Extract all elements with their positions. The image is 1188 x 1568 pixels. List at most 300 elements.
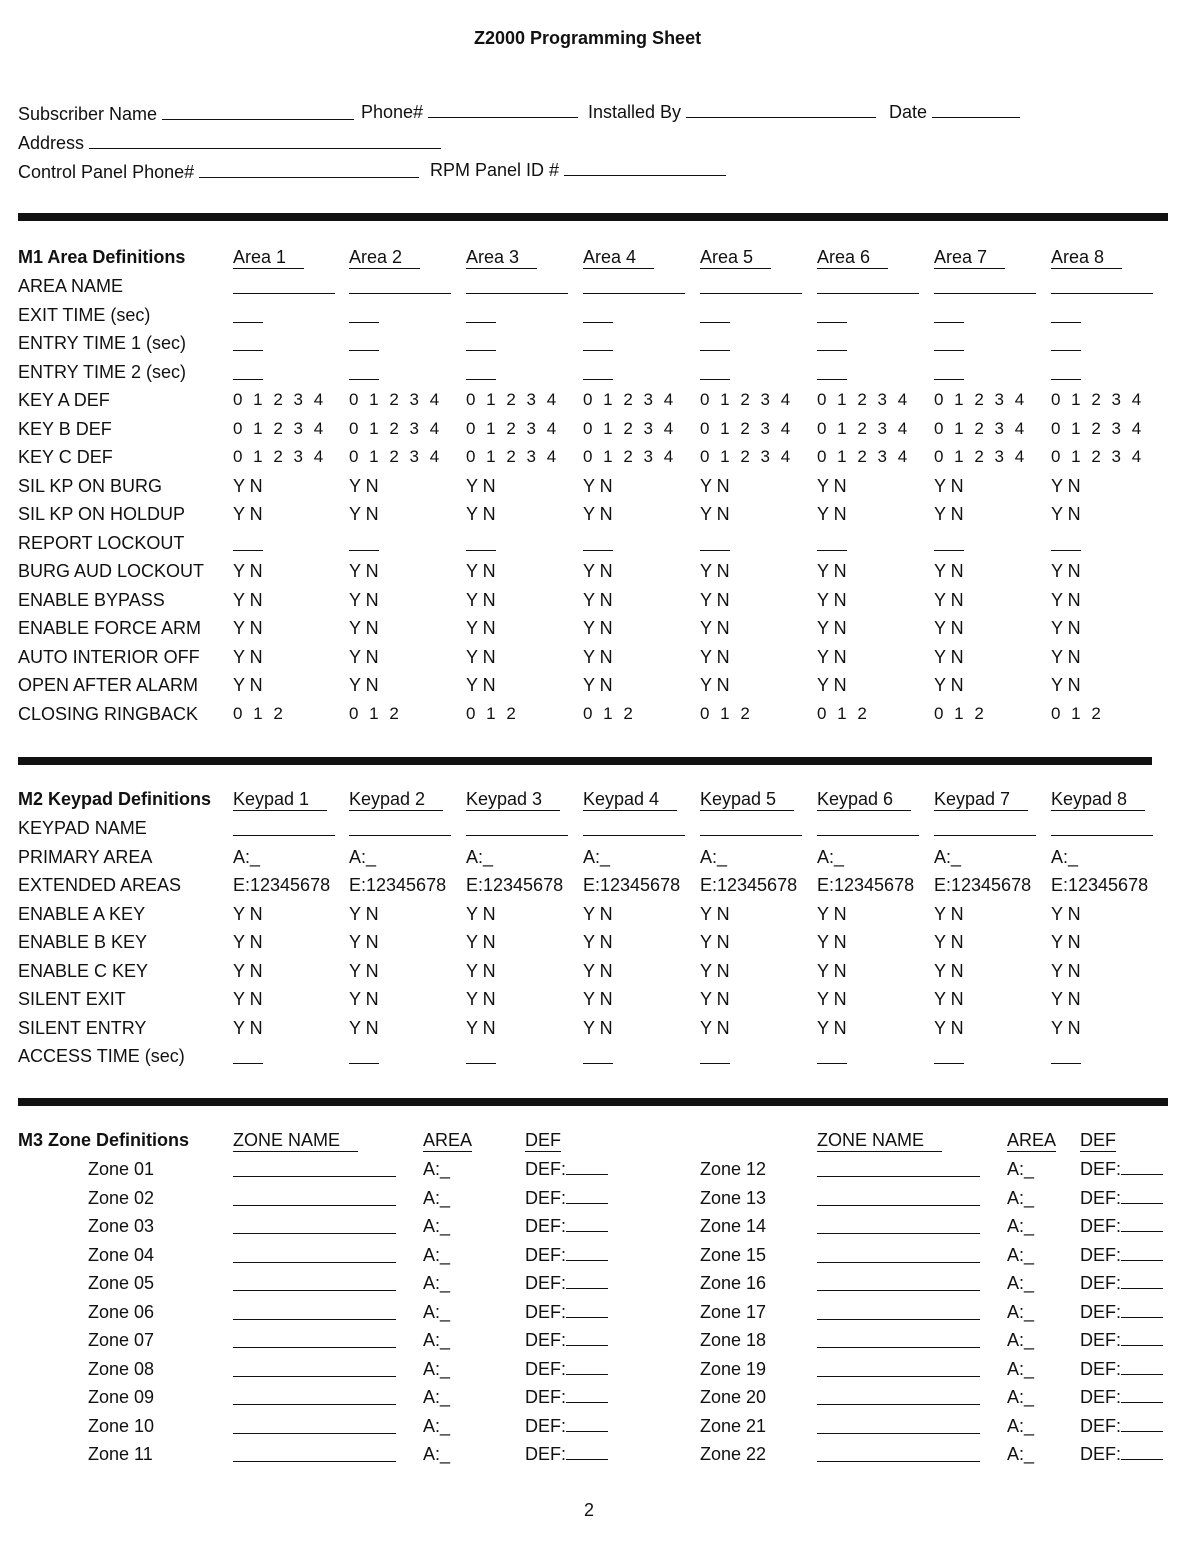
m1-blank-line[interactable] [233,279,335,299]
zone-name-input[interactable] [817,1162,980,1182]
m2-option-cell[interactable]: Y N [1051,932,1081,952]
m2-option-cell[interactable]: Y N [817,960,847,981]
m1-option-cell[interactable]: 0 1 2 3 4 [934,390,1028,409]
m2-option-cell[interactable]: A:_ [349,846,377,867]
zone-def-blank[interactable] [1121,1189,1163,1204]
m1-option-cell[interactable]: Y N [583,675,613,695]
m2-option-cell[interactable]: Y N [583,932,613,952]
zone-def-cell[interactable] [525,1272,608,1294]
m2-option-cell[interactable]: Y N [349,960,379,981]
m1-blank-short[interactable] [583,336,613,356]
m2-option-cell[interactable]: Y N [700,903,730,924]
m1-option-cell[interactable]: Y N [583,561,613,581]
m1-option-cell[interactable]: Y N [700,589,730,610]
m1-option-cell[interactable]: Y N [700,561,730,581]
m2-option-cell[interactable]: E:12345678 [1051,875,1149,895]
m2-option-cell[interactable]: Y N [233,960,263,981]
zone-area-cell[interactable]: A:_ [1007,1358,1035,1379]
m1-option-cell[interactable]: 0 1 2 [233,703,286,723]
m1-option-cell[interactable]: Y N [466,561,496,581]
m1-option-cell[interactable]: Y N [1051,561,1081,581]
zone-def-blank[interactable] [566,1360,608,1375]
zone-name-input[interactable] [233,1447,396,1467]
phone-field[interactable] [361,101,578,123]
zone-area-cell[interactable]: A:_ [1007,1159,1035,1179]
m1-option-cell[interactable]: Y N [466,589,496,610]
m1-blank-short[interactable] [583,365,613,385]
m1-option-cell[interactable]: Y N [466,646,496,667]
m2-option-cell[interactable]: Y N [466,903,496,924]
m1-blank-short[interactable] [583,536,613,556]
m1-blank-short[interactable] [233,365,263,385]
installed-by-field[interactable] [588,101,876,123]
m1-blank-short[interactable] [466,365,496,385]
m2-blank-line[interactable] [700,821,802,841]
m1-option-cell[interactable]: Y N [700,504,730,524]
m2-blank-short[interactable] [349,1049,379,1069]
m1-option-cell[interactable]: Y N [583,504,613,524]
zone-area-cell[interactable]: A:_ [1007,1216,1035,1236]
m1-option-cell[interactable]: 0 1 2 3 4 [466,418,560,438]
zone-name-input[interactable] [233,1419,396,1439]
m1-blank-line[interactable] [817,279,919,299]
m1-blank-line[interactable] [1051,279,1153,299]
zone-def-blank[interactable] [1121,1246,1163,1261]
m1-option-cell[interactable]: Y N [1051,475,1081,496]
m1-blank-line[interactable] [466,279,568,299]
m1-blank-line[interactable] [349,279,451,299]
zone-name-input[interactable] [233,1191,396,1211]
m1-option-cell[interactable]: 0 1 2 3 4 [349,390,443,409]
m2-option-cell[interactable]: Y N [466,960,496,981]
m2-option-cell[interactable]: Y N [466,1017,496,1038]
zone-def-cell[interactable] [1080,1415,1163,1437]
m2-option-cell[interactable]: Y N [817,932,847,952]
m1-option-cell[interactable]: Y N [934,646,964,667]
m1-blank-short[interactable] [233,336,263,356]
m1-row-label: SIL KP ON BURG [18,475,163,496]
zone-def-cell[interactable] [1080,1358,1163,1380]
zone-name-input[interactable] [817,1219,980,1239]
m2-option-cell[interactable]: E:12345678 [700,875,798,895]
m2-option-cell[interactable]: Y N [233,989,263,1009]
m2-option-cell[interactable]: Y N [934,932,964,952]
m1-option-cell[interactable]: Y N [1051,646,1081,667]
zone-def-cell[interactable] [1080,1301,1163,1323]
m1-option-cell[interactable]: Y N [817,504,847,524]
m1-blank-short[interactable] [934,308,964,328]
m1-blank-short[interactable] [349,365,379,385]
m2-option-cell[interactable]: Y N [1051,989,1081,1009]
m2-option-cell[interactable]: A:_ [817,846,845,867]
zone-area-cell[interactable]: A:_ [423,1444,451,1464]
m2-option-cell[interactable]: Y N [1051,1017,1081,1038]
zone-def-blank[interactable] [1121,1331,1163,1346]
m1-blank-short[interactable] [700,308,730,328]
m2-option-cell[interactable]: E:12345678 [934,875,1032,895]
m1-option-cell[interactable]: 0 1 2 3 4 [700,447,794,466]
zone-def-label: DEF: [1080,1387,1122,1407]
zone-area-cell[interactable]: A:_ [1007,1273,1035,1293]
m1-option-cell[interactable]: Y N [934,561,964,581]
m1-row-label: KEY C DEF [18,447,113,467]
m2-option-cell[interactable]: Y N [466,932,496,952]
m1-option-cell[interactable]: Y N [700,618,730,638]
m1-option-cell[interactable]: Y N [934,504,964,524]
m2-option-cell[interactable]: A:_ [700,846,728,867]
zone-def-cell[interactable] [1080,1215,1163,1237]
zone-def-blank[interactable] [566,1246,608,1261]
m1-blank-short[interactable] [466,336,496,356]
m1-option-cell[interactable]: Y N [233,618,263,638]
zone-name-input[interactable] [233,1333,396,1353]
m2-option-cell[interactable]: Y N [349,903,379,924]
m1-option-cell[interactable]: Y N [934,675,964,695]
zone-area-cell[interactable]: A:_ [423,1387,451,1407]
zone-name-input[interactable] [817,1191,980,1211]
m2-option-cell[interactable]: Y N [934,989,964,1009]
m1-option-cell[interactable]: Y N [934,618,964,638]
zone-area-cell[interactable]: A:_ [1007,1415,1035,1436]
m1-option-cell[interactable]: 0 1 2 3 4 [466,447,560,466]
m1-option-cell[interactable]: Y N [817,618,847,638]
m1-option-cell[interactable]: Y N [700,675,730,695]
m1-option-cell[interactable]: 0 1 2 3 4 [934,447,1028,466]
m1-blank-short[interactable] [934,336,964,356]
rpm-panel-id-field[interactable] [430,159,726,181]
zone-def-blank[interactable] [1121,1360,1163,1375]
m1-option-cell[interactable]: 0 1 2 3 4 [466,390,560,409]
zone-def-blank[interactable] [566,1417,608,1432]
m1-blank-line[interactable] [700,279,802,299]
m1-option-cell[interactable]: Y N [233,646,263,667]
m1-blank-short[interactable] [817,308,847,328]
m1-option-cell[interactable]: Y N [1051,675,1081,695]
m2-blank-line[interactable] [1051,821,1153,841]
m1-option-cell[interactable]: 0 1 2 3 4 [1051,418,1145,438]
zone-name-input[interactable] [817,1305,980,1325]
m2-option-cell[interactable]: Y N [817,989,847,1009]
m2-option-cell[interactable]: A:_ [583,846,611,867]
m2-option-cell[interactable]: Y N [817,1017,847,1038]
m2-option-cell[interactable]: Y N [466,989,496,1009]
m1-blank-short[interactable] [700,536,730,556]
zone-def-blank[interactable] [1121,1303,1163,1318]
m1-option-cell[interactable]: Y N [700,646,730,667]
m1-option-cell[interactable]: Y N [466,475,496,496]
zone-def-cell[interactable] [1080,1187,1163,1209]
m2-blank-line[interactable] [583,821,685,841]
zone-area-cell[interactable]: A:_ [423,1330,451,1350]
m2-option-cell[interactable]: E:12345678 [233,875,331,895]
m1-blank-short[interactable] [466,536,496,556]
m2-option-cell[interactable]: Y N [934,1017,964,1038]
m1-option-cell[interactable]: 0 1 2 3 4 [700,418,794,438]
zone-def-cell[interactable] [525,1443,608,1465]
m1-option-cell[interactable]: 0 1 2 [817,703,870,723]
zone-area-cell[interactable]: A:_ [1007,1244,1035,1265]
m1-option-cell[interactable]: 0 1 2 3 4 [233,390,327,409]
address-field[interactable] [18,132,441,154]
control-panel-phone-field[interactable] [18,161,419,183]
m1-option-cell[interactable]: Y N [466,504,496,524]
m2-blank-short[interactable] [934,1049,964,1069]
m1-option-cell[interactable]: 0 1 2 [1051,703,1104,723]
zone-area-cell[interactable]: A:_ [1007,1387,1035,1407]
m1-option-cell[interactable]: Y N [466,618,496,638]
zone-name-input[interactable] [233,1362,396,1382]
m1-option-cell[interactable]: Y N [349,646,379,667]
m2-option-cell[interactable]: A:_ [466,846,494,867]
m1-option-cell[interactable]: 0 1 2 3 4 [233,447,327,466]
m1-row-label: BURG AUD LOCKOUT [18,561,205,581]
zone-name-input[interactable] [817,1447,980,1467]
m1-option-cell[interactable]: Y N [466,675,496,695]
zone-def-cell[interactable] [1080,1158,1163,1180]
zone-def-cell[interactable] [525,1187,608,1209]
m2-option-cell[interactable]: Y N [583,989,613,1009]
m1-blank-short[interactable] [233,308,263,328]
m2-blank-short[interactable] [1051,1049,1081,1069]
zone-def-blank[interactable] [1121,1445,1163,1460]
zone-def-blank[interactable] [1121,1274,1163,1289]
m2-option-cell[interactable]: Y N [233,1017,263,1038]
zone-def-cell[interactable] [525,1158,608,1180]
zone-def-cell[interactable] [1080,1443,1163,1465]
m1-option-cell[interactable]: 0 1 2 [349,703,402,723]
zone-def-blank[interactable] [566,1445,608,1460]
m1-option-cell[interactable]: Y N [349,675,379,695]
zone-def-cell[interactable] [525,1358,608,1380]
zone-name-input[interactable] [233,1219,396,1239]
m1-option-cell[interactable]: 0 1 2 [466,703,519,723]
m1-option-cell[interactable]: Y N [233,589,263,610]
zone-area-cell[interactable]: A:_ [1007,1187,1035,1208]
m1-option-cell[interactable]: Y N [349,504,379,524]
m1-option-cell[interactable]: 0 1 2 3 4 [1051,447,1145,466]
m1-blank-short[interactable] [817,336,847,356]
zone-name-input[interactable] [817,1333,980,1353]
m2-option-cell[interactable]: Y N [583,903,613,924]
m1-option-cell[interactable]: Y N [1051,504,1081,524]
m2-blank-short[interactable] [233,1049,263,1069]
m1-option-cell[interactable]: 0 1 2 3 4 [349,418,443,438]
zone-def-cell[interactable] [525,1301,608,1323]
zone-name-input[interactable] [817,1390,980,1410]
zone-area-cell[interactable]: A:_ [423,1159,451,1179]
m1-option-cell[interactable]: Y N [817,561,847,581]
m1-option-cell[interactable]: Y N [817,589,847,610]
m2-option-cell[interactable]: E:12345678 [583,875,681,895]
zone-def-blank[interactable] [566,1388,608,1403]
zone-area-cell[interactable]: A:_ [1007,1301,1035,1322]
m1-blank-short[interactable] [1051,536,1081,556]
m1-option-cell[interactable]: Y N [349,561,379,581]
m1-option-cell[interactable]: 0 1 2 3 4 [583,418,677,438]
zone-def-blank[interactable] [1121,1417,1163,1432]
m1-option-cell[interactable]: Y N [1051,618,1081,638]
m1-option-cell[interactable]: Y N [583,618,613,638]
zone-name-input[interactable] [233,1162,396,1182]
m1-option-cell[interactable]: Y N [349,618,379,638]
m1-option-cell[interactable]: Y N [349,475,379,496]
m1-option-cell[interactable]: 0 1 2 [700,703,753,723]
m1-blank-short[interactable] [349,336,379,356]
zone-area-cell[interactable]: A:_ [423,1187,451,1208]
m1-option-cell[interactable]: Y N [349,589,379,610]
zone-def-blank[interactable] [566,1274,608,1289]
zone-def-cell[interactable] [1080,1244,1163,1266]
date-field[interactable] [889,101,1020,123]
m1-blank-short[interactable] [466,308,496,328]
m1-option-cell[interactable]: Y N [583,589,613,610]
m2-option-cell[interactable]: E:12345678 [349,875,447,895]
zone-def-cell[interactable] [1080,1329,1163,1351]
m1-option-cell[interactable]: 0 1 2 [583,703,636,723]
m1-option-cell[interactable]: Y N [583,475,613,496]
zone-def-blank[interactable] [566,1160,608,1175]
zone-def-cell[interactable] [525,1386,608,1408]
zone-area-cell[interactable]: A:_ [1007,1444,1035,1464]
m2-blank-line[interactable] [817,821,919,841]
zone-name-input[interactable] [817,1276,980,1296]
m2-blank-short[interactable] [817,1049,847,1069]
m2-option-cell[interactable]: Y N [349,932,379,952]
zone-label: Zone 15 [700,1244,767,1265]
zone-def-blank[interactable] [566,1303,608,1318]
zone-area-cell[interactable]: A:_ [423,1415,451,1436]
m1-option-cell[interactable]: 0 1 2 3 4 [700,390,794,409]
m1-blank-short[interactable] [817,536,847,556]
m2-option-cell[interactable]: E:12345678 [466,875,564,895]
m1-blank-line[interactable] [934,279,1036,299]
m1-blank-short[interactable] [1051,308,1081,328]
m2-option-cell[interactable]: Y N [233,932,263,952]
zone-def-cell[interactable] [525,1329,608,1351]
m2-option-cell[interactable]: A:_ [233,846,261,867]
zone-def-blank[interactable] [1121,1160,1163,1175]
zone-area-cell[interactable]: A:_ [1007,1330,1035,1350]
m2-blank-line[interactable] [466,821,568,841]
m1-option-cell[interactable]: Y N [583,646,613,667]
zone-def-blank[interactable] [566,1331,608,1346]
m1-option-cell[interactable]: Y N [233,475,263,496]
subscriber-name-field[interactable] [18,103,354,125]
m2-blank-line[interactable] [233,821,335,841]
m2-blank-short[interactable] [583,1049,613,1069]
m1-blank-short[interactable] [700,336,730,356]
m2-option-cell[interactable]: Y N [934,960,964,981]
m1-option-cell[interactable]: 0 1 2 3 4 [817,447,911,466]
zone-area-cell[interactable]: A:_ [423,1358,451,1379]
m2-blank-line[interactable] [934,821,1036,841]
m1-blank-short[interactable] [349,536,379,556]
zone-area-cell[interactable]: A:_ [423,1244,451,1265]
m1-option-cell[interactable]: 0 1 2 3 4 [934,418,1028,438]
zone-def-cell[interactable] [525,1415,608,1437]
m2-option-cell[interactable]: Y N [700,1017,730,1038]
m2-blank-short[interactable] [700,1049,730,1069]
zone-def-blank[interactable] [566,1189,608,1204]
m2-option-cell[interactable]: Y N [700,960,730,981]
m1-option-cell[interactable]: 0 1 2 3 4 [583,447,677,466]
m1-blank-short[interactable] [1051,336,1081,356]
zone-def-cell[interactable] [525,1244,608,1266]
m2-option-cell[interactable]: A:_ [934,846,962,867]
zone-name-input[interactable] [817,1248,980,1268]
zone-name-input[interactable] [233,1276,396,1296]
zone-name-input[interactable] [233,1390,396,1410]
m1-option-cell[interactable]: 0 1 2 3 4 [1051,390,1145,409]
m1-blank-short[interactable] [233,536,263,556]
zone-name-input[interactable] [233,1305,396,1325]
m1-option-cell[interactable]: 0 1 2 3 4 [349,447,443,466]
m1-blank-short[interactable] [817,365,847,385]
m2-option-cell[interactable]: Y N [233,903,263,924]
zone-area-cell[interactable]: A:_ [423,1301,451,1322]
m2-option-cell[interactable]: Y N [349,989,379,1009]
zone-name-input[interactable] [233,1248,396,1268]
zone-area-cell[interactable]: A:_ [423,1216,451,1236]
m2-option-cell[interactable]: Y N [700,932,730,952]
m2-option-cell[interactable]: Y N [817,903,847,924]
zone-area-cell[interactable]: A:_ [423,1273,451,1293]
m1-blank-short[interactable] [583,308,613,328]
m1-option-cell[interactable]: Y N [233,675,263,695]
m1-option-cell[interactable]: Y N [1051,589,1081,610]
m1-option-cell[interactable]: 0 1 2 3 4 [817,390,911,409]
zone-name-input[interactable] [817,1419,980,1439]
m1-option-cell[interactable]: Y N [817,646,847,667]
m2-option-cell[interactable]: Y N [349,1017,379,1038]
zone-def-cell[interactable] [525,1215,608,1237]
m1-blank-line[interactable] [583,279,685,299]
m1-blank-short[interactable] [934,365,964,385]
zone-def-cell[interactable] [1080,1386,1163,1408]
m1-option-cell[interactable]: Y N [934,475,964,496]
m1-option-cell[interactable]: Y N [817,675,847,695]
m2-option-cell[interactable]: Y N [583,1017,613,1038]
m1-option-cell[interactable]: Y N [233,504,263,524]
m1-blank-short[interactable] [700,365,730,385]
zone-def-blank[interactable] [1121,1388,1163,1403]
m1-blank-short[interactable] [1051,365,1081,385]
m2-blank-short[interactable] [466,1049,496,1069]
m1-option-cell[interactable]: 0 1 2 3 4 [233,418,327,438]
m1-blank-short[interactable] [934,536,964,556]
m1-option-cell[interactable]: 0 1 2 3 4 [583,390,677,409]
zone-name-input[interactable] [817,1362,980,1382]
m2-option-cell[interactable]: E:12345678 [817,875,915,895]
m2-option-cell[interactable]: Y N [1051,960,1081,981]
m1-option-cell[interactable]: Y N [934,589,964,610]
m1-option-cell[interactable]: 0 1 2 3 4 [817,418,911,438]
m2-blank-line[interactable] [349,821,451,841]
zone-def-cell[interactable] [1080,1272,1163,1294]
m2-option-cell[interactable]: A:_ [1051,846,1079,867]
m1-option-cell[interactable]: Y N [817,475,847,496]
m1-blank-short[interactable] [349,308,379,328]
m2-option-cell[interactable]: Y N [583,960,613,981]
m2-option-cell[interactable]: Y N [700,989,730,1009]
m1-option-cell[interactable]: Y N [233,561,263,581]
m2-option-cell[interactable]: Y N [1051,903,1081,924]
zone-def-blank[interactable] [1121,1217,1163,1232]
zone-def-blank[interactable] [566,1217,608,1232]
m2-option-cell[interactable]: Y N [934,903,964,924]
m1-option-cell[interactable]: Y N [700,475,730,496]
m1-option-cell[interactable]: 0 1 2 [934,703,987,723]
